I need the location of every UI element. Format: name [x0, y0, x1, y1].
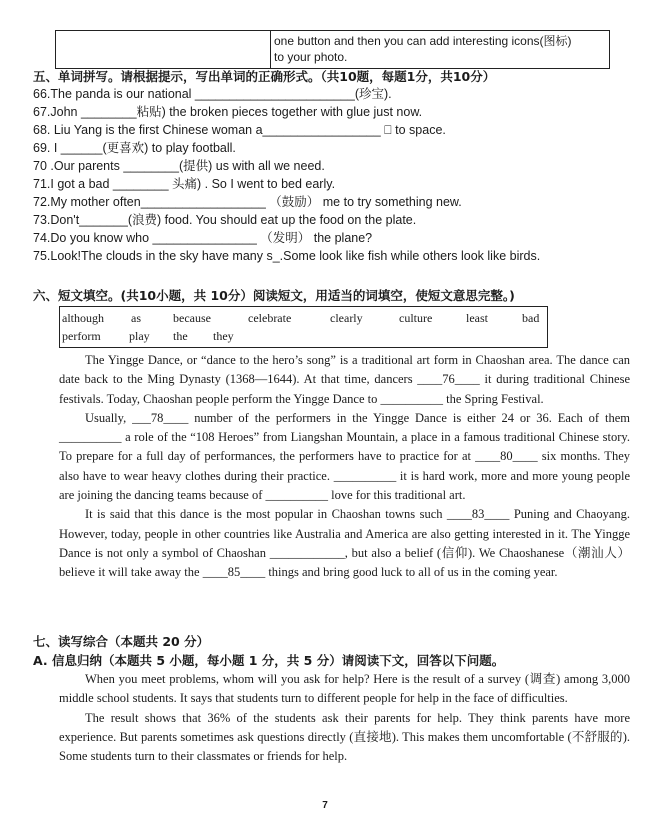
section-7-heading: 七、读写综合（本题共 20 分）	[33, 634, 210, 649]
question-70: 70 .Our parents ________(提供) us with all we need.	[33, 159, 325, 173]
passage-paragraph-1: The Yingge Dance, or “dance to the hero’s song” is a traditional art form in Chaoshan area. The dance can date back to the Ming Dynasty (1368—1644). At that time, dancers ____76____ it during traditional Chinese festivals. Today, Chaoshan people perform the Yingge Dance to __________ the Spring Festival.	[59, 353, 630, 406]
question-72: 72.My mother often__________________ （鼓励） me to try something new.	[33, 195, 462, 209]
word-bank-item: culture	[399, 311, 433, 325]
question-71: 71.I got a bad ________ 头痛) . So I went to bed early.	[33, 177, 336, 191]
word-bank-item: celebrate	[248, 311, 292, 325]
word-bank-item: clearly	[330, 311, 363, 325]
table-cell-line-1: one button and then you can add interesting icons(图标)	[274, 34, 572, 48]
section-6-heading: 六、短文填空。(共10小题，共 10分）阅读短文，用适当的词填空，使短文意思完整。)	[33, 288, 515, 303]
question-73: 73.Don't_______(浪费) food. You should eat up the food on the plate.	[33, 213, 417, 227]
word-bank-item: least	[466, 311, 488, 325]
section-7-subheading: A. 信息归纳（本题共 5 小题，每小题 1 分，共 5 分）请阅读下文，回答以下问题。	[33, 653, 505, 668]
table-cell-line-2: to your photo.	[274, 50, 348, 64]
table-column-divider	[270, 31, 271, 68]
passage-paragraph-2: Usually, ___78____ number of the performers in the Yingge Dance is either 24 or 36. Each of them __________ a role of the “108 Heroes” from Liangshan Mountain, a place in a famous traditional Chinese story. To prepare for a full day of performances, the performers have to practice for at ____80____ six months. They also have to wear heavy clothes during their practice. __________ it is hard work, more and more young people are joining the dancing teams because of __________ love for this traditional art.	[59, 410, 630, 503]
section-6-passage	[59, 351, 630, 583]
word-bank-item: play	[129, 329, 150, 343]
question-67: 67.John ________粘贴) the broken pieces together with glue just now.	[33, 105, 423, 119]
question-69: 69. I ______(更喜欢) to play football.	[33, 141, 236, 155]
word-bank-item: they	[213, 329, 234, 343]
top-table-fragment	[55, 30, 610, 69]
word-bank-item: although	[62, 311, 104, 325]
table-cell-text	[274, 33, 604, 65]
word-bank-item: the	[173, 329, 188, 343]
question-66: 66.The panda is our national _______________________(珍宝).	[33, 87, 392, 101]
word-bank-item: bad	[522, 311, 540, 325]
question-68: 68. Liu Yang is the first Chinese woman a_________________ ⎕ to space.	[33, 123, 446, 137]
page-number: 7	[322, 800, 328, 811]
passage-paragraph-2: The result shows that 36% of the students ask their parents for help. They think parents have more experience. But parents sometimes ask questions directly (直接地). This makes them uncomfortable (不舒服的). Some students turn to their classmates or friends for help.	[59, 710, 630, 764]
section-7-passage	[59, 670, 630, 766]
word-bank-item: perform	[62, 329, 101, 343]
section-5-heading: 五、单词拼写。请根据提示，写出单词的正确形式。（共10题，每题1分，共10分）	[33, 69, 496, 84]
word-bank-item: as	[131, 311, 141, 325]
question-75: 75.Look!The clouds in the sky have many s_.Some look like fish while others look like birds.	[33, 249, 541, 263]
passage-paragraph-3: It is said that this dance is the most popular in Chaoshan towns such ____83____ Puning and Chaoyang. However, today, people in other countries like Australia and America are also getting interested in it. The Yingge Dance is not only a symbol of Chaoshan ____________, but also a belief (信仰). We Chaoshanese（潮汕人） believe it will take away the ____85____ things and bring good luck to all of us in the coming year.	[59, 507, 630, 580]
word-bank	[59, 306, 548, 348]
passage-paragraph-1: When you meet problems, whom will you ask for help? Here is the result of a survey (调查) among 3,000 middle school students. It says that students turn to different people for help in the face of difficulties.	[59, 672, 630, 706]
question-74: 74.Do you know who _______________ （发明） the plane?	[33, 231, 373, 245]
word-bank-item: because	[173, 311, 211, 325]
